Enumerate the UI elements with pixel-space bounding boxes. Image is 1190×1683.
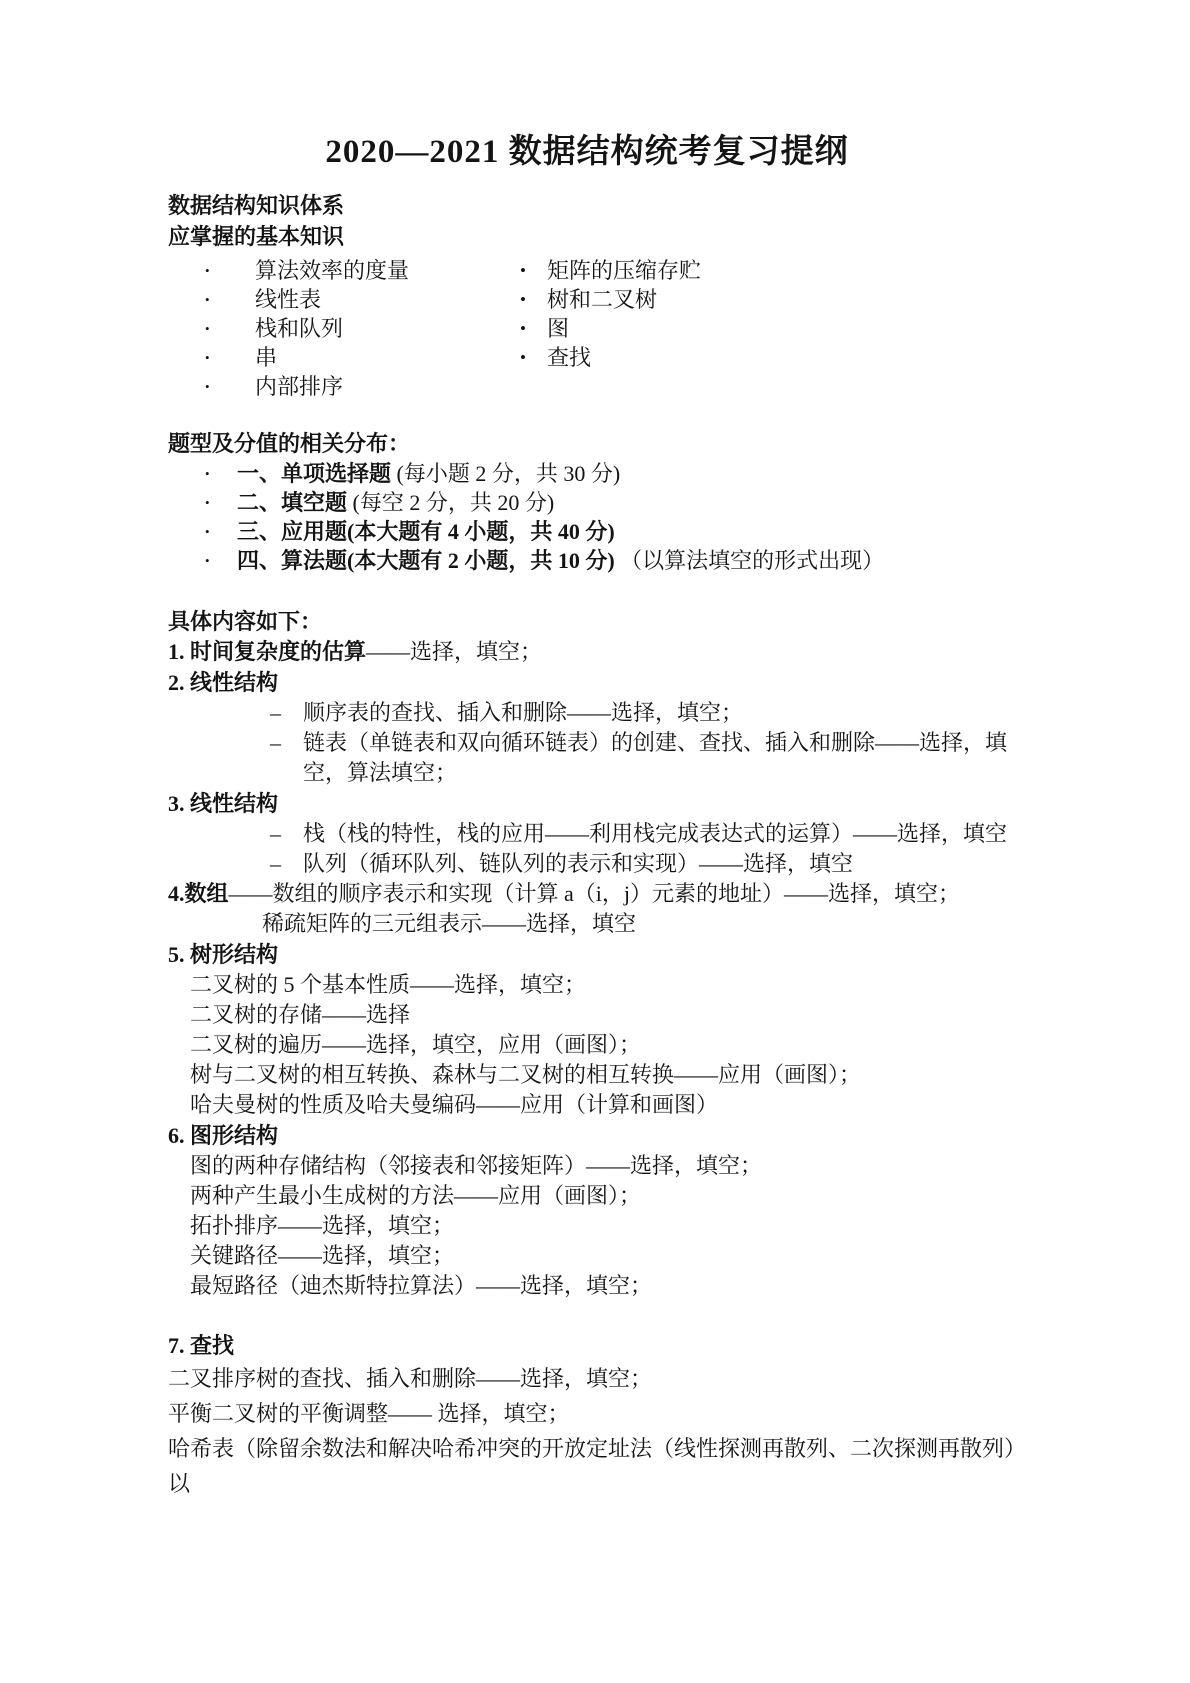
content-item-4-continuation: 稀疏矩阵的三元组表示——选择，填空 [262,911,637,936]
list-item-label [237,488,554,517]
list-item [168,343,520,372]
content-item-2-heading: 2. 线性结构 [168,670,279,695]
list-item [168,849,1034,879]
content-heading: 具体内容如下： [168,609,323,634]
list-item [168,285,520,314]
list-item [520,285,880,314]
line-regular-segment: (每小题 2 分，共 30 分) [396,461,621,486]
bullet-icon: • [205,553,210,568]
list-item [168,372,520,401]
document-body [168,190,1034,1501]
list-item [168,256,520,285]
content-item-1 [168,637,1034,667]
list-item-label: 矩阵的压缩存贮 [547,258,702,283]
line-bold-segment: 4.数组 [168,881,229,906]
list-item: 二叉树的存储——选择 [190,1002,411,1027]
line-regular-segment: ——数组的顺序表示和实现（计算 a（i，j）元素的地址）——选择，填空； [228,881,961,906]
list-item-label [237,517,615,546]
knowledge-two-column-list [168,256,1034,401]
list-item: 哈夫曼树的性质及哈夫曼编码——应用（计算和画图） [190,1092,719,1117]
list-item-label: 图 [547,316,570,341]
list-item-label: 链表（单链表和双向循环链表）的创建、查找、插入和删除——选择，填空，算法填空； [303,730,1008,785]
bullet-icon: • [520,319,526,338]
list-item [168,517,1034,546]
list-item [520,314,880,343]
list-item [168,488,1034,517]
content-item-2-sublist [168,698,1034,788]
list-item [168,728,1034,788]
content-item-7-heading: 7. 查找 [168,1333,235,1358]
list-item [168,819,1034,849]
list-item: 二叉树的 5 个基本性质——选择，填空； [190,972,587,997]
content-item-7-sublist [168,1361,1034,1501]
list-item: 树与二叉树的相互转换、森林与二叉树的相互转换——应用（画图）； [190,1062,862,1087]
list-item-label: 查找 [547,345,592,370]
list-item-label: 线性表 [255,287,322,312]
bullet-icon: • [205,495,210,510]
list-item-label: 栈（栈的特性，栈的应用——利用栈完成表达式的运算）——选择，填空 [303,821,1008,846]
list-item [168,546,1034,575]
line-bold-segment: 二、填空题 [237,490,353,515]
list-item [520,343,880,372]
list-item-label: 串 [255,345,278,370]
bullet-icon: • [520,290,526,309]
list-item [168,698,1034,728]
basic-knowledge-heading: 应掌握的基本知识 [168,224,345,249]
knowledge-system-heading: 数据结构知识体系 [168,193,345,218]
list-item-label: 栈和队列 [255,316,344,341]
knowledge-left-column [168,256,520,401]
dash-icon: – [270,700,281,725]
list-item: 最短路径（迪杰斯特拉算法）——选择，填空； [190,1273,653,1298]
line-regular-segment: (每空 2 分，共 20 分) [352,490,555,515]
bullet-icon: • [205,524,210,539]
content-item-6-sublist [168,1151,1034,1301]
bullet-icon: • [520,261,526,280]
line-regular-segment: ——选择，填空； [366,639,543,664]
bullet-icon: • [205,263,210,278]
document-title: 2020—2021 数据结构统考复习提纲 [325,134,849,170]
list-item-label: 算法效率的度量 [255,258,410,283]
list-item: 二叉树的遍历——选择，填空，应用（画图）； [190,1032,642,1057]
bullet-icon: • [205,321,210,336]
line-bold-segment: 一、单项选择题 [237,461,397,486]
content-item-3-sublist [168,819,1034,879]
list-item-label: 树和二叉树 [547,287,658,312]
bullet-icon: • [205,466,210,481]
list-item: 哈希表（除留余数法和解决哈希冲突的开放定址法（线性探测再散列、二次探测再散列）以 [168,1436,1027,1496]
list-item-label: 内部排序 [255,374,344,399]
list-item [520,256,880,285]
bullet-icon: • [520,348,526,367]
question-types-heading: 题型及分值的相关分布： [168,431,411,456]
content-item-5-heading: 5. 树形结构 [168,942,279,967]
list-item-label: 队列（循环队列、链队列的表示和实现）——选择，填空 [303,851,854,876]
line-bold-segment: 1. 时间复杂度的估算 [168,639,367,664]
line-regular-segment: （以算法填空的形式出现） [614,548,885,573]
content-item-6-heading: 6. 图形结构 [168,1123,279,1148]
question-types-list [168,459,1034,575]
list-item: 二叉排序树的查找、插入和删除——选择，填空； [168,1366,653,1391]
bullet-icon: • [205,292,210,307]
list-item-label: 顺序表的查找、插入和删除——选择，填空； [303,700,744,725]
list-item [168,459,1034,488]
list-item [168,314,520,343]
content-item-3-heading: 3. 线性结构 [168,791,279,816]
dash-icon: – [270,730,281,755]
line-bold-segment: 三、应用题(本大题有 4 小题，共 40 分) [237,519,615,544]
content-item-5-sublist [168,970,1034,1120]
knowledge-right-column [520,256,880,401]
bullet-icon: • [205,350,210,365]
content-item-4 [168,879,1034,909]
dash-icon: – [270,821,281,846]
list-item: 平衡二叉树的平衡调整—— 选择，填空； [168,1401,570,1426]
list-item-label [237,459,620,488]
line-bold-segment: 四、算法题(本大题有 2 小题，共 10 分) [237,548,615,573]
list-item: 关键路径——选择，填空； [190,1243,455,1268]
list-item-label [237,546,884,575]
list-item: 图的两种存储结构（邻接表和邻接矩阵）——选择，填空； [190,1153,763,1178]
bullet-icon: • [205,379,210,394]
dash-icon: – [270,851,281,876]
list-item: 两种产生最小生成树的方法——应用（画图）； [190,1183,642,1208]
list-item: 拓扑排序——选择，填空； [190,1213,455,1238]
